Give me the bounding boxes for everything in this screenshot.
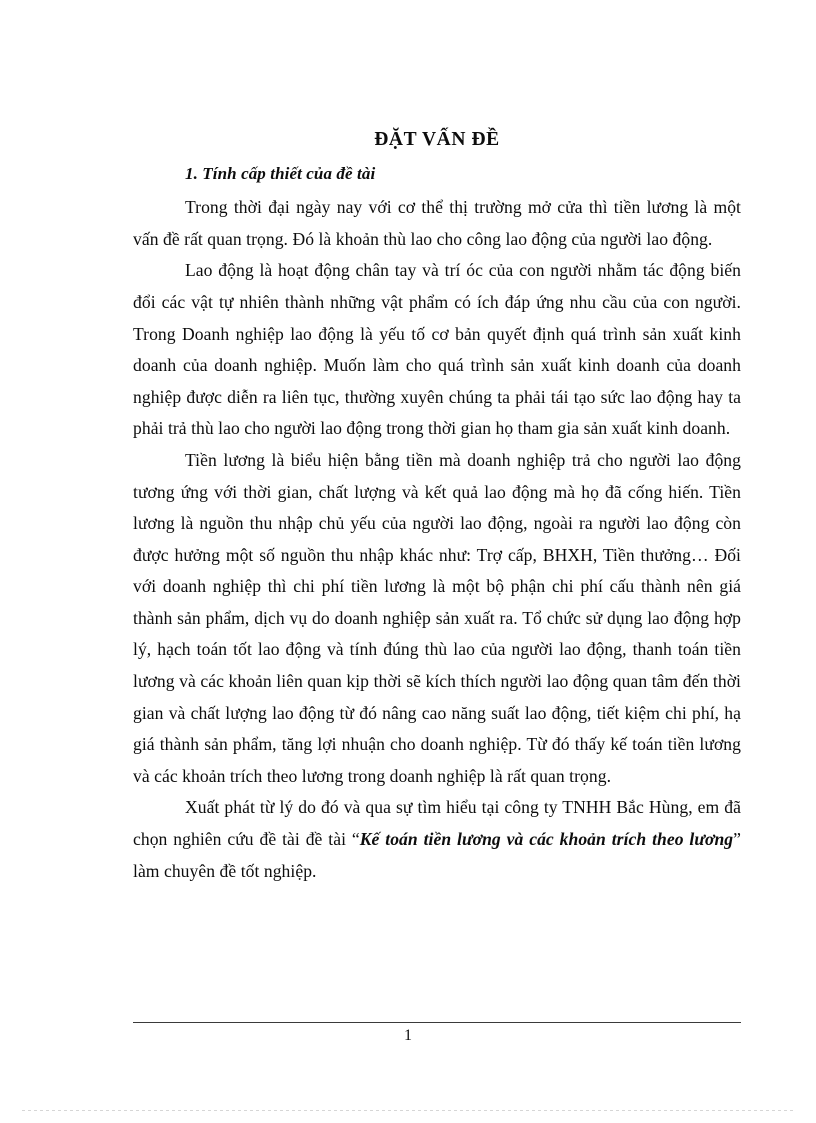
closing-paragraph-tail: ” làm chuyên đề tốt nghiệp. [133, 829, 741, 881]
section-heading: 1. Tính cấp thiết của đề tài [185, 164, 376, 184]
body-paragraph: Lao động là hoạt động chân tay và trí óc của con người nhằm tác động biến đổi các vật tự nhiên thành những vật phẩm có ích đáp ứng nhu cầu của con người. Trong Doanh nghiệp lao động là yếu tố cơ bản quyết định quá trình sản xuất kinh doanh của doanh nghiệp. Muốn làm cho quá trình sản xuất kinh doanh của doanh nghiệp được diễn ra liên tục, thường xuyên chúng ta phải tái tạo sức lao động hay ta phải trả thù lao cho người lao động trong thời gian họ tham gia sản xuất kinh doanh. [133, 260, 741, 439]
page-title: ĐẶT VẤN ĐỀ [374, 129, 500, 150]
closing-paragraph-lead: Xuất phát từ lý do đó và qua sự tìm hiểu tại công ty TNHH Bắc Hùng, em đã chọn nghiên cứu đề tài đề tài “ [133, 797, 741, 850]
thesis-title: Kế toán tiền lương và các khoản trích theo lương [359, 829, 734, 850]
page-number: 1 [404, 1027, 412, 1044]
body-paragraph: Tiền lương là biểu hiện bằng tiền mà doanh nghiệp trả cho người lao động tương ứng với thời gian, chất lượng và kết quả lao động mà họ đã cống hiến. Tiền lương là nguồn thu nhập chủ yếu của người lao động, ngoài ra người lao động còn được hưởng một số nguồn thu nhập khác như: Trợ cấp, BHXH, Tiền thưởng… Đối với doanh nghiệp thì chi phí tiền lương là một bộ phận chi phí cấu thành nên giá thành sản phẩm, dịch vụ do doanh nghiệp sản xuất ra. Tổ chức sử dụng lao động hợp lý, hạch toán tốt lao động và tính đúng thù lao của người lao động, thanh toán tiền lương và các khoản liên quan kịp thời sẽ kích thích người lao động quan tâm đến thời gian và chất lượng lao động từ đó nâng cao năng suất lao động, tiết kiệm chi phí, hạ giá thành sản phẩm, tăng lợi nhuận cho doanh nghiệp. Từ đó thấy kế toán tiền lương và các khoản trích theo lương trong doanh nghiệp là rất quan trọng. [133, 449, 741, 786]
page-content [133, 128, 741, 887]
footer-divider [133, 1022, 741, 1023]
closing-paragraph [133, 792, 741, 887]
body-paragraph: Trong thời đại ngày nay với cơ thể thị trường mở cửa thì tiền lương là một vấn đề rất quan trọng. Đó là khoản thù lao cho công lao động của người lao động. [133, 197, 741, 249]
scan-edge-artifact [22, 1110, 794, 1111]
